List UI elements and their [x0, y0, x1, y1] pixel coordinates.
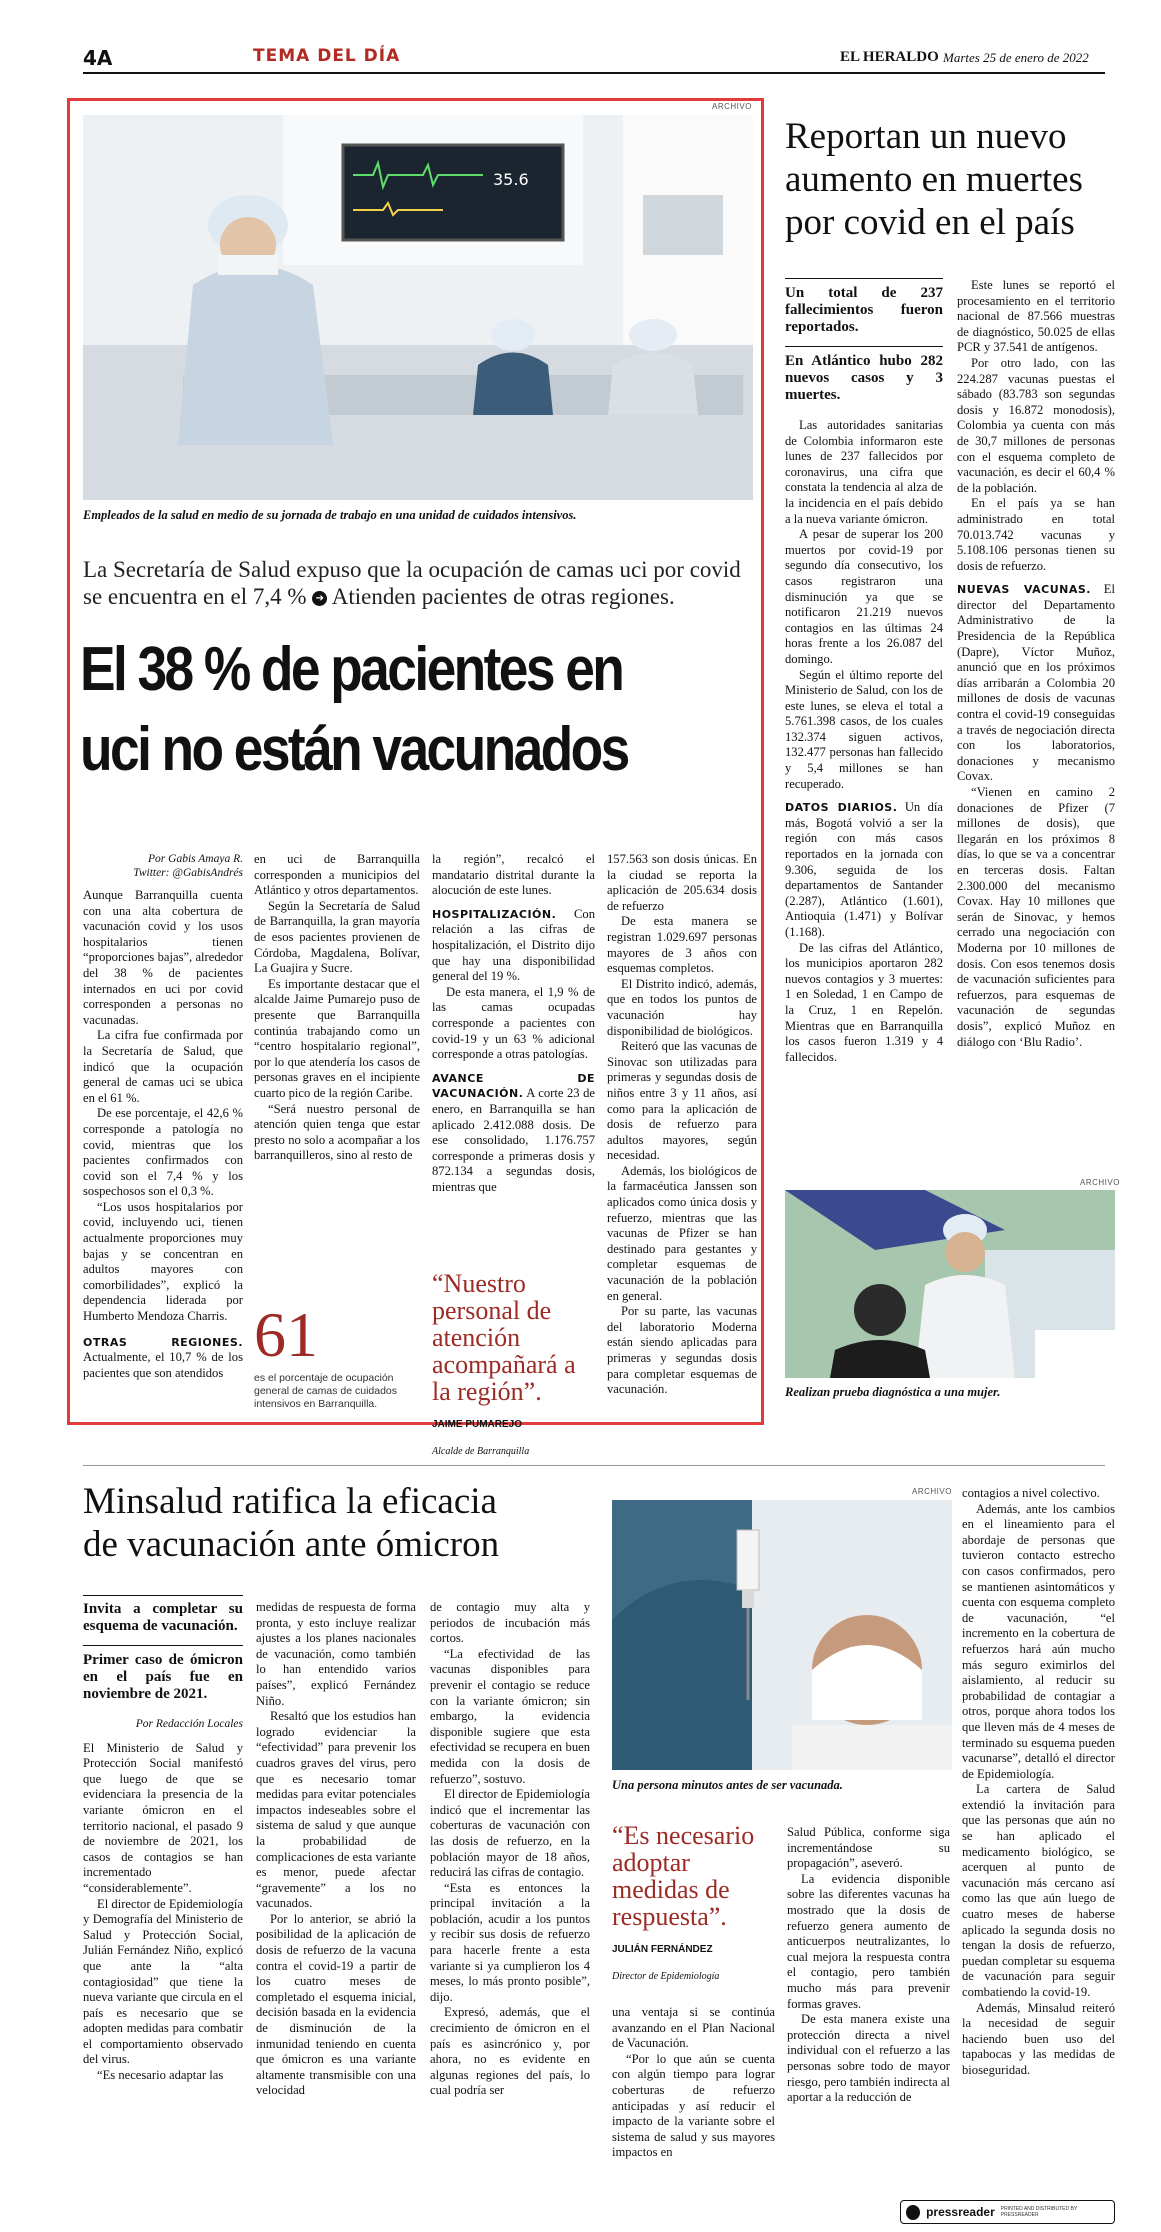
paragraph: Además, los biológicos de la farmacéutica Janssen son aplicados como única dosis y refuerzo, mientras que las vacunas de Pfizer se han destinado para gestantes y completar esquemas de vacunación de la población en general.: [607, 1163, 757, 1303]
paragraph: La cartera de Salud extendió la invitación para que las personas que aún no se han aplicado el medicamento biológico, se acerquen al punto de vacunación más cercano así como las que aún luego de cuatro meses de haberse aplicado la segunda dosis no tengan la dosis de refuerzo, puedan completar su esquema de vacunación para seguir combatiendo la covid-19.: [962, 1782, 1115, 1999]
paragraph-text: A corte 23 de enero, en Barranquilla se han aplicado 2.412.088 dosis. De ese consolidado, 1.176.757 corresponde a primeras dosis y 872.134 a segundas dosis, mientras que: [432, 1086, 595, 1194]
paragraph: la región”, recalcó el mandatario distrital durante la alocución de este lunes.: [432, 852, 595, 898]
paragraph: Además, ante los cambios en el lineamiento para el abordaje de personas que tuvieron contacto estrecho con casos confirmados, pero se mantienen asintomáticos y cuenta con esquema completo de vacunación, “el incremento en la cobertura de refuerzos hará aún mucho más seguro eximirlos del aislamiento, al reducir su probabilidad de contagiar a otros, porque ahora todos los que lleven más de 4 meses de terminado su esquema pueden vacunarse”, detalló el director de Epidemiología.: [962, 1501, 1115, 1781]
photo-credit: ARCHIVO: [1080, 1178, 1120, 1187]
paragraph: una ventaja si se continúa avanzando en el Plan Nacional de Vacunación.: [612, 2005, 775, 2051]
paragraph: “Es necesario adaptar las: [97, 2068, 224, 2083]
subhead-avance-vacunacion: AVANCE DE VACUNACIÓN.: [432, 1071, 595, 1101]
paragraph: El director de Epidemiología y Demografía del Ministerio de Salud y Protección Social, Julián Fernández Niño, explicó que ante la “alta contagiosidad” que tiene la nueva variante que circula en el país es necesario que se adopten medidas para combatir el comportamiento observado del virus.: [83, 1896, 243, 2067]
bottom-column-3: [430, 1600, 590, 2195]
paragraph: Por otro lado, con las 224.287 vacunas puestas el sábado (83.783 son segundas dosis y 16.872 monodosis), Colombia ya cuenta con más de 30,7 millones de personas con el esquema completo de vacunación, es decir el 60,4 % de la población.: [957, 355, 1115, 495]
paragraph-text: Actualmente, el 10,7 % de los pacientes que son atendidos: [83, 1350, 243, 1380]
icu-scene-illustration: [83, 115, 753, 500]
icu-photo: [83, 115, 753, 500]
right-photo-caption: Realizan prueba diagnóstica a una mujer.: [785, 1385, 1001, 1399]
paragraph: [432, 1071, 595, 1196]
bottom-pull-quote: [612, 1822, 772, 1990]
stat-number: 61: [254, 1299, 318, 1370]
paragraph: De esta manera existe una protección directa a nivel individual con el refuerzo a las personas sobre todo de mayor riesgo, pero también indirecta al aportar a la reducción de: [787, 2012, 950, 2105]
section-title: TEMA DEL DÍA: [253, 46, 401, 66]
paragraph: La evidencia disponible sobre las diferentes vacunas ha mostrado que la dosis de refuerzo genera aumento de anticuerpos neutralizantes, lo cual mejora la respuesta contra el contagio, pero también mucho más para prevenir formas graves.: [787, 1871, 950, 2011]
paragraph: De ese porcentaje, el 42,6 % corresponde a patología no covid, mientras que los pacientes confirmados con covid son el 7,4 % y los sospechosos son el 0,3 %.: [83, 1106, 243, 1199]
main-column-1: [83, 852, 243, 1418]
right-kicker-1: Un total de 237 fallecimientos fueron reportados.: [785, 278, 943, 336]
bottom-photo-caption: Una persona minutos antes de ser vacunada.: [612, 1778, 843, 1792]
byline: Por Gabis Amaya R.: [148, 853, 243, 865]
right-column-2: [957, 278, 1115, 1173]
paragraph: Expresó, además, que el crecimiento de ómicron en el país es asincrónico y, por ahora, no es evidente en algunas regiones del país, lo cual podría ser: [430, 2005, 590, 2098]
paragraph: en uci de Barranquilla corresponden a municipios del Atlántico y otros departamentos.: [254, 852, 420, 898]
headline-line-1: El 38 % de pacientes en: [80, 635, 623, 704]
paragraph: Además, Minsalud reiteró la necesidad de seguir haciendo buen uso del tapabocas y las medidas de bioseguridad.: [962, 2000, 1115, 2077]
paragraph: “Esta es entonces la principal invitación a la población, acudir a los puntos y recibir sus dosis de refuerzo para hacerle frente a esta variante si ya cumplieron los 4 meses, lo más pronto posible”, dijo.: [430, 1880, 590, 2004]
pull-quote-text: “Nuestro personal de atención acompañará a la región”.: [432, 1269, 576, 1406]
paragraph: contagios a nivel colectivo.: [962, 1486, 1100, 1500]
paragraph-text: El director del Departamento Administrativo de la Presidencia de la República (Dapre), Víctor Muñoz, anunció que en los próximos días arribarán a Colombia 20 millones de dosis de vacunas contra el covid-19 conseguidas a través de negociación directa con los laboratorios, donaciones y mecanismo Covax.: [957, 582, 1115, 784]
paragraph: El Ministerio de Salud y Protección Social manifestó que luego de que se evidenciara la presencia de la variante ómicron en el territorio nacional, el pasado 9 de noviembre de 2021, los casos de contagios se han incrementado “considerablemente”.: [83, 1740, 243, 1895]
right-column-1: [785, 278, 943, 1298]
paragraph: Las autoridades sanitarias de Colombia informaron este lunes de 237 fallecidos por coronavirus, una cifra que constata la tendencia al alza de la incidencia en el país debido a la nueva variante ómicron.: [785, 418, 943, 526]
paragraph: Según el último reporte del Ministerio de Salud, con los de este lunes, se eleva el total a 5.761.398 casos, de los cuales 132.374 siguen activos, 132.477 personas han fallecido y 5,4 millones se han recuperado.: [785, 667, 943, 791]
paragraph: [785, 800, 943, 940]
pull-quote: [432, 1270, 597, 1465]
paragraph: De esta manera, el 1,9 % de las camas ocupadas corresponde a pacientes con covid-19 y un 63 % adicional corresponde a otras patologías.: [432, 984, 595, 1062]
paragraph: “La efectividad de las vacunas disponibles para prevenir el contagio se reduce con la variante ómicron; sin embargo, la evidencia disponible sugiere que esta efectividad se recupera en buen medida con la dosis de refuerzo”, sostuvo.: [430, 1646, 590, 1786]
headline-line-2: uci no están vacunados: [80, 715, 628, 784]
vaccine-photo: [612, 1500, 952, 1770]
paragraph: El director de Epidemiología indicó que el incrementar las coberturas de vacunación con las dosis de refuerzo, en la población mayor de 18 años, reducirá las cifras de contagio.: [430, 1787, 590, 1880]
bottom-byline: Por Redacción Locales: [135, 1718, 243, 1730]
vaccine-scene-illustration: [612, 1500, 952, 1770]
subhead-datos-diarios: DATOS DIARIOS.: [785, 801, 898, 815]
paragraph: Reiteró que las vacunas de Sinovac son utilizadas para primeras y segundas dosis de niños entre 3 y 11 años, así como para la aplicación de dosis de refuerzo para adultos mayores, según necesidad.: [607, 1039, 757, 1163]
paragraph: A pesar de superar los 200 muertos por covid-19 por segundo día consecutivo, los casos registraron una disminución ya que se notificaron 21.219 nuevos contagios en las últimas 24 horas frente a los 26.087 del domingo.: [785, 527, 943, 666]
bottom-kicker-1: Invita a completar su esquema de vacunación.: [83, 1595, 243, 1635]
paragraph: De las cifras del Atlántico, los municipios aportaron 282 nuevos contagios y 3 muertes: 1 en Soledad, 1 en Campo de la Cruz, 1 en Repelón. Mientras que en Barranquilla los casos fueron 1.319 y 4 fallecidos.: [785, 940, 943, 1064]
bottom-headline-line-1: Minsalud ratifica la eficacia: [83, 1481, 497, 1522]
footer: [900, 2200, 1115, 2224]
footer-fine-print: PRINTED AND DISTRIBUTED BY PRESSREADER: [1000, 2206, 1078, 2218]
paragraph: La cifra fue confirmada por la Secretaría de Salud, que indicó que la ocupación general de camas uci se ubica en el 61 %.: [83, 1028, 243, 1105]
paragraph: 157.563 son dosis únicas. En la ciudad se reporta la aplicación de 205.634 dosis de refuerzo: [607, 852, 757, 913]
bottom-column-1: [83, 1595, 243, 2195]
pull-quote-role: Alcalde de Barranquilla: [432, 1446, 530, 1457]
right-headline: Reportan un nuevo aumento en muertes por covid en el país: [785, 116, 1083, 243]
page-number: 4A: [83, 46, 113, 70]
stat-description: es el porcentaje de ocupación general de camas de cuidados intensivos en Barranquilla.: [254, 1372, 398, 1410]
paragraph: En el país ya se han administrado en total 70.013.742 vacunas y 5.108.106 personas tienen su dosis de refuerzo.: [957, 496, 1115, 573]
bottom-pull-quote-role: Director de Epidemiología: [612, 1971, 720, 1982]
deck-text-1: La Secretaría de Salud expuso que la ocupación de camas uci por covid se encuentra en el 7,4 %: [83, 557, 741, 609]
issue-date: Martes 25 de enero de 2022: [943, 50, 1089, 65]
paragraph: Resaltó que los estudios han logrado evidenciar la “efectividad” para prevenir los cuadros graves del virus, pero que es necesario tomar medidas para evitar potenciales impactos indeseables sobre el sistema de salud y que aunque la probabilidad de complicaciones de esta variante es menor, puede afectar “gravemente” a los no vacunados.: [256, 1709, 416, 1911]
pressreader-logo-icon: [906, 2205, 920, 2220]
bottom-pull-quote-text: “Es necesario adoptar medidas de respuesta”.: [612, 1821, 755, 1931]
page-header: [83, 40, 1105, 74]
bottom-column-4: [612, 2005, 775, 2195]
bottom-column-6: [962, 1486, 1115, 2186]
paragraph: Por su parte, las vacunas del laboratorio Moderna están siendo aplicadas para primeras y segundas dosis para completar esquemas de vacunación.: [607, 1304, 757, 1397]
photo-credit: ARCHIVO: [712, 102, 752, 111]
paragraph: medidas de respuesta de forma pronta, y esto incluye realizar ajustes a los planes nacionales de vacunación, como también lo han entendido varios países”, explicó Fernández Niño.: [256, 1600, 416, 1708]
main-deck: [83, 556, 763, 610]
test-photo: [785, 1190, 1115, 1378]
deck-text-2: Atienden pacientes de otras regiones.: [331, 584, 675, 609]
paragraph: “Será nuestro personal de atención quien tenga que estar presto no solo a acompañar a los barranquilleros, sino al resto de: [254, 1101, 420, 1163]
paragraph: [957, 582, 1115, 785]
bottom-pull-quote-name: JULIÁN FERNÁNDEZ: [612, 1944, 713, 1955]
subhead-otras-regiones: OTRAS REGIONES.: [83, 1335, 243, 1349]
paragraph: “Los usos hospitalarios por covid, incluyendo uci, tienen actualmente proporciones muy bajas y se concentran en adultos mayores con comorbilidades”, explicó la dependencia liderada por Humberto Mendoza Charris.: [83, 1199, 243, 1324]
paragraph: Aunque Barranquilla cuenta con una alta cobertura de vacunación covid y los usos hospitalarios tienen “proporciones bajas”, alrededor del 38 % de pacientes internados en uci por covid corresponden a personas no vacunadas.: [83, 888, 243, 1027]
main-photo-caption: Empleados de la salud en medio de su jornada de trabajo en una unidad de cuidados intensivos.: [83, 508, 577, 522]
subhead-nuevas-vacunas: NUEVAS VACUNAS.: [957, 583, 1091, 597]
paragraph: “Vienen en camino 2 donaciones de Pfizer (7 millones de dosis), que llegarán en los próximos 8 días, lo que se va a concentrar en terceras dosis. Faltan 2.300.000 del mecanismo Covax. Hay 10 millones que serán de Sinovac, y hemos cerrado una negociación con Moderna por 10 millones de dosis. Con esos tenemos dosis de vacunación suficientes para refuerzos, para esquemas de vacunación de segundas dosis”, explicó Muñoz en diálogo con ‘Blu Radio’.: [957, 785, 1115, 1049]
paragraph: Por lo anterior, se abrió la posibilidad de la aplicación de dosis de refuerzo de la vacuna contra el covid-19 a partir de los cuatro meses de completado el esquema inicial, decisión basada en la evidencia de disminución de la inmunidad teniendo en cuenta que ómicron es una variante altamente transmisible con una velocidad: [256, 1911, 416, 2098]
bottom-column-2: [256, 1600, 416, 2195]
main-column-3: [432, 852, 595, 1272]
bottom-kicker-2: Primer caso de ómicron en el país fue en noviembre de 2021.: [83, 1645, 243, 1703]
main-column-4: [607, 852, 757, 1418]
bottom-headline: [83, 1480, 623, 1566]
section-divider: [83, 1465, 1105, 1466]
photo-credit: ARCHIVO: [912, 1487, 952, 1496]
paragraph: “Por lo que aún se cuenta con algún tiempo para lograr coberturas de refuerzo anticipadas y así reducir el impacto de la variante sobre el sistema de salud y sus mayores impactos en: [612, 2051, 775, 2160]
footer-brand[interactable]: pressreader: [926, 2205, 995, 2219]
twitter-handle: Twitter: @GabisAndrés: [133, 867, 243, 879]
paragraph: Este lunes se reportó el procesamiento en el territorio nacional de 87.566 muestras de diagnóstico, 50.025 de ellas PCR y 37.541 de antígenos.: [957, 278, 1115, 355]
paragraph-text: Con relación a las cifras de hospitalización, el Distrito dijo que hay una disponibilidad general del 19 %.: [432, 906, 595, 984]
subhead-hospitalizacion: HOSPITALIZACIÓN.: [432, 907, 557, 921]
test-scene-illustration: [785, 1190, 1115, 1378]
monitor-reading: 35.6: [493, 170, 529, 189]
paragraph: [432, 907, 595, 985]
main-column-2: [254, 852, 420, 1272]
right-kicker-2: En Atlántico hubo 282 nuevos casos y 3 muertes.: [785, 346, 943, 404]
bottom-headline-line-2: de vacunación ante ómicron: [83, 1524, 500, 1565]
paragraph: Salud Pública, conforme siga incrementándose su propagación”, aseveró.: [787, 1825, 950, 1871]
paragraph: Según la Secretaría de Salud de Barranquilla, la gran mayoría de esos pacientes provienen de Córdoba, Magdalena, Bolívar, La Guajira y Sucre.: [254, 898, 420, 976]
bottom-column-5: [787, 1825, 950, 2195]
paragraph-text: Un día más, Bogotá volvió a ser la región con más casos reportados en la jornada con 9.306, seguida de los departamentos de Santander (2.287), Atlántico (1.601), Antioquia (1.471) y Bolívar (1.168).: [785, 800, 943, 939]
paragraph: [83, 1335, 243, 1382]
main-headline: [80, 630, 665, 790]
brand-name: EL HERALDO: [840, 49, 939, 65]
paragraph: De esta manera se registran 1.029.697 personas mayores de 3 años con esquemas completos.: [607, 914, 757, 976]
paragraph: Es importante destacar que el alcalde Jaime Pumarejo puso de presente que Barranquilla continúa trabajando como un “centro hospitalario regional”, por lo que atendería los casos de personas graves en el incipiente cuarto pico de la región Caribe.: [254, 976, 420, 1100]
pull-quote-name: JAIME PUMAREJO: [432, 1419, 523, 1430]
paragraph: El Distrito indicó, además, que en todos los puntos de vacunación hay disponibilidad de biológicos.: [607, 976, 757, 1038]
arrow-bullet-icon: ➔: [312, 591, 327, 606]
paragraph: de contagio muy alta y periodos de incubación más cortos.: [430, 1600, 590, 1646]
